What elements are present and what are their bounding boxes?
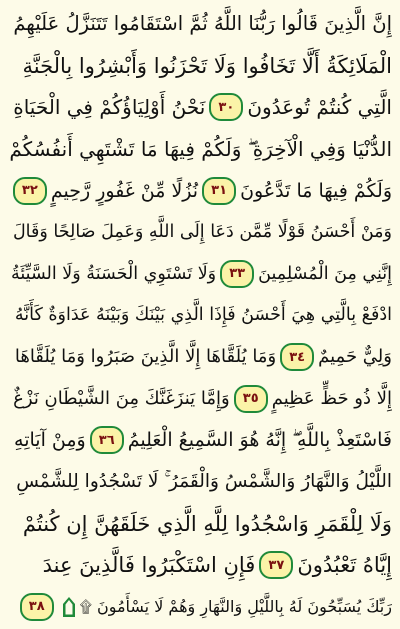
verse-lines — [8, 4, 392, 627]
verse-text: الدُّنْيَا وَفِي الْآخِرَةِ ۖ وَلَكُمْ فِيهَا مَا تَشْتَهِي أَنفُسُكُمْ — [9, 136, 392, 161]
verse-line — [8, 379, 392, 419]
verse-line — [8, 171, 392, 211]
ayah-number-marker: ٣٦ — [90, 426, 124, 454]
verse-text: اللَّيْلُ وَالنَّهَارُ وَالشَّمْسُ وَالْقَمَرُ ۚ لَا تَسْجُدُوا لِلشَّمْسِ — [16, 471, 392, 493]
verse-line — [8, 87, 392, 127]
verse-text: فَاسْتَعِذْ بِاللَّهِ ۖ إِنَّهُ هُوَ السَّمِيعُ الْعَلِيمُ — [127, 429, 392, 452]
verse-text: فَإِنِ اسْتَكْبَرُوا فَالَّذِينَ عِندَ — [42, 553, 256, 578]
verse-text: الَّتِي كُنتُمْ تُوعَدُونَ — [247, 95, 392, 120]
verse-text: نَحْنُ أَوْلِيَاؤُكُمْ فِي الْحَيَاةِ — [13, 95, 206, 120]
ayah-number-marker: ٣٧ — [259, 551, 293, 579]
verse-text: وَإِمَّا يَنزَغَنَّكَ مِنَ الشَّيْطَانِ نَزْغٌ — [13, 387, 230, 409]
verse-line — [8, 462, 392, 502]
verse-line — [8, 545, 392, 585]
verse-text: إِيَّاهُ تَعْبُدُونَ — [297, 553, 392, 578]
verse-line — [8, 295, 392, 335]
verse-line — [8, 129, 392, 169]
verse-text: وَلَا لِلْقَمَرِ وَاسْجُدُوا لِلَّهِ الَّذِي خَلَقَهُنَّ إِن كُنتُمْ — [22, 511, 392, 536]
verse-text: رَبِّكَ يُسَبِّحُونَ لَهُ بِاللَّيْلِ وَالنَّهَارِ وَهُمْ لَا يَسْأَمُونَ ۩ — [79, 596, 392, 616]
ayah-number-marker: ٣٥ — [234, 385, 268, 413]
verse-text: وَمَا يُلَقَّاهَا إِلَّا الَّذِينَ صَبَرُوا وَمَا يُلَقَّاهَا — [14, 346, 277, 368]
verse-text: وَمِنْ آيَاتِهِ — [14, 429, 86, 452]
verse-text: إِنَّنِي مِنَ الْمُسْلِمِينَ — [258, 263, 392, 284]
ayah-number-marker: ٣١ — [202, 177, 236, 205]
sajdah-mark-icon — [61, 596, 77, 618]
verse-text: إِنَّ الَّذِينَ قَالُوا رَبُّنَا اللَّهُ ثُمَّ اسْتَقَامُوا تَتَنَزَّلُ عَلَيْهِمُ — [13, 12, 392, 35]
verse-line — [8, 337, 392, 377]
verse-text: وَلَا تَسْتَوِي الْحَسَنَةُ وَلَا السَّيِّئَةُ — [11, 263, 217, 284]
verse-line — [8, 504, 392, 544]
verse-text: إِلَّا ذُو حَظٍّ عَظِيمٍ — [271, 387, 392, 409]
verse-text: الْمَلَائِكَةُ أَلَّا تَخَافُوا وَلَا تَحْزَنُوا وَأَبْشِرُوا بِالْجَنَّةِ — [22, 53, 392, 78]
ayah-number-marker: ٣٢ — [13, 177, 47, 205]
verse-line — [8, 46, 392, 86]
ayah-number-marker: ٣٤ — [280, 343, 314, 371]
verse-text: وَلِيٌّ حَمِيمٌ — [318, 346, 392, 368]
verse-line — [8, 254, 392, 294]
ayah-number-marker: ٣٠ — [209, 93, 243, 121]
verse-text: ادْفَعْ بِالَّتِي هِيَ أَحْسَنُ فَإِذَا الَّذِي بَيْنَكَ وَبَيْنَهُ عَدَاوَةٌ كَأَنَّهُ — [14, 305, 392, 326]
verse-text: وَلَكُمْ فِيهَا مَا تَدَّعُونَ — [240, 179, 392, 202]
verse-line — [8, 212, 392, 252]
verse-line — [8, 4, 392, 44]
ayah-number-marker: ٣٣ — [220, 260, 254, 288]
verse-text: وَمَنْ أَحْسَنُ قَوْلًا مِّمَّن دَعَا إِلَى اللَّهِ وَعَمِلَ صَالِحًا وَقَالَ — [12, 222, 392, 243]
verse-line — [8, 420, 392, 460]
ayah-number-marker: ٣٨ — [20, 593, 54, 621]
verse-line — [8, 587, 392, 627]
verse-text: نُزُلًا مِّنْ غَفُورٍ رَّحِيمٍ — [50, 179, 199, 202]
